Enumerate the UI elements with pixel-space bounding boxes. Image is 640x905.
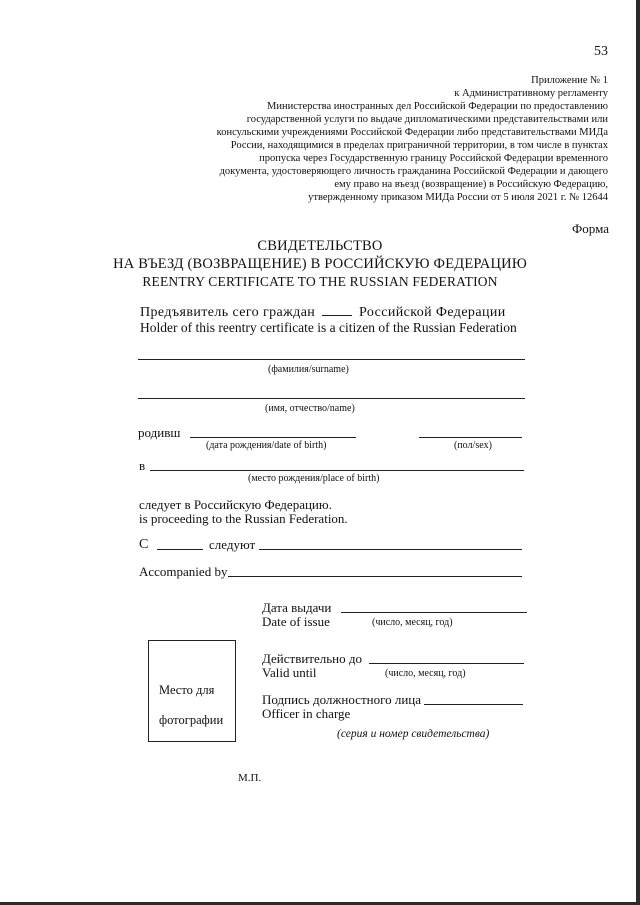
title-line-2: НА ВЪЕЗД (ВОЗВРАЩЕНИЕ) В РОССИЙСКУЮ ФЕДЕРАЦИЮ bbox=[113, 256, 527, 272]
photo-label-line-2: фотографии bbox=[159, 713, 224, 727]
citizenship-ending-blank[interactable] bbox=[322, 315, 352, 316]
born-label: родивш bbox=[138, 425, 181, 440]
valid-until-caption: (число, месяц, год) bbox=[385, 668, 466, 679]
seal-mark: М.П. bbox=[238, 772, 262, 784]
page-edge-right bbox=[636, 0, 640, 905]
holder-ru bbox=[140, 305, 506, 321]
surname-caption: (фамилия/surname) bbox=[268, 364, 349, 375]
follow-label: следуют bbox=[209, 537, 256, 552]
serial-number-caption: (серия и номер свидетельства) bbox=[337, 728, 490, 740]
follow-line[interactable] bbox=[259, 549, 522, 550]
appendix-line: к Административному регламенту bbox=[454, 88, 608, 99]
accompanied-by-line[interactable] bbox=[228, 576, 522, 577]
appendix-line: России, находящимися в пределах приграничной территории, в том числе в пунктах bbox=[230, 140, 608, 151]
pob-caption: (место рождения/place of birth) bbox=[248, 473, 380, 484]
appendix-line: Министерства иностранных дел Российской Федерации по предоставлению bbox=[267, 101, 608, 112]
sex-line[interactable] bbox=[419, 437, 522, 438]
appendix-line: консульскими учреждениями Российской Федерации либо представительствами МИДа bbox=[216, 127, 608, 138]
issue-date-en: Date of issue bbox=[262, 614, 330, 629]
surname-line[interactable] bbox=[138, 359, 525, 360]
appendix-block bbox=[217, 74, 608, 204]
title-line-1: СВИДЕТЕЛЬСТВО bbox=[257, 238, 383, 254]
valid-until-line[interactable] bbox=[369, 663, 524, 664]
dob-line[interactable] bbox=[190, 437, 356, 438]
form-label: Форма bbox=[572, 221, 609, 236]
valid-until-ru: Действительно до bbox=[262, 651, 362, 666]
title-line-3: REENTRY CERTIFICATE TO THE RUSSIAN FEDERATION bbox=[142, 274, 498, 289]
holder-ru-prefix: Предъявитель сего граждан bbox=[140, 305, 316, 320]
page-number: 53 bbox=[594, 44, 608, 59]
dob-caption: (дата рождения/date of birth) bbox=[206, 440, 327, 451]
appendix-line: утвержденному приказом МИДа России от 5 июля 2021 г. № 12644 bbox=[308, 192, 608, 203]
appendix-line: Приложение № 1 bbox=[531, 75, 608, 86]
appendix-line: ему право на въезд (возвращение) в Российскую Федерацию, bbox=[334, 179, 608, 190]
holder-en: Holder of this reentry certificate is a citizen of the Russian Federation bbox=[140, 320, 517, 335]
with-label: С bbox=[139, 537, 149, 552]
sex-caption: (пол/sex) bbox=[454, 440, 492, 451]
valid-until-en: Valid until bbox=[262, 665, 317, 680]
signature-ru: Подпись должностного лица bbox=[262, 692, 422, 707]
holder-ru-suffix: Российской Федерации bbox=[359, 305, 506, 320]
issue-date-line[interactable] bbox=[341, 612, 527, 613]
name-line[interactable] bbox=[138, 398, 525, 399]
accompanied-by-label: Accompanied by bbox=[139, 564, 228, 579]
with-count-line[interactable] bbox=[157, 549, 203, 550]
photo-label-line-1: Место для bbox=[159, 683, 215, 697]
issue-date-caption: (число, месяц, год) bbox=[372, 617, 453, 628]
appendix-line: государственной услуги по выдаче дипломатическими представительствами или bbox=[246, 114, 608, 125]
signature-en: Officer in charge bbox=[262, 706, 351, 721]
proceeding-ru: следует в Российскую Федерацию. bbox=[139, 497, 332, 512]
signature-line[interactable] bbox=[424, 704, 523, 705]
proceeding-en: is proceeding to the Russian Federation. bbox=[139, 511, 348, 526]
appendix-line: документа, удостоверяющего личность гражданина Российской Федерации и дающего bbox=[219, 166, 608, 177]
pob-line[interactable] bbox=[150, 470, 524, 471]
in-label: в bbox=[139, 458, 146, 473]
name-caption: (имя, отчество/name) bbox=[265, 403, 355, 414]
issue-date-ru: Дата выдачи bbox=[262, 600, 332, 615]
appendix-line: пропуска через Государственную границу Российской Федерации временного bbox=[259, 153, 608, 164]
